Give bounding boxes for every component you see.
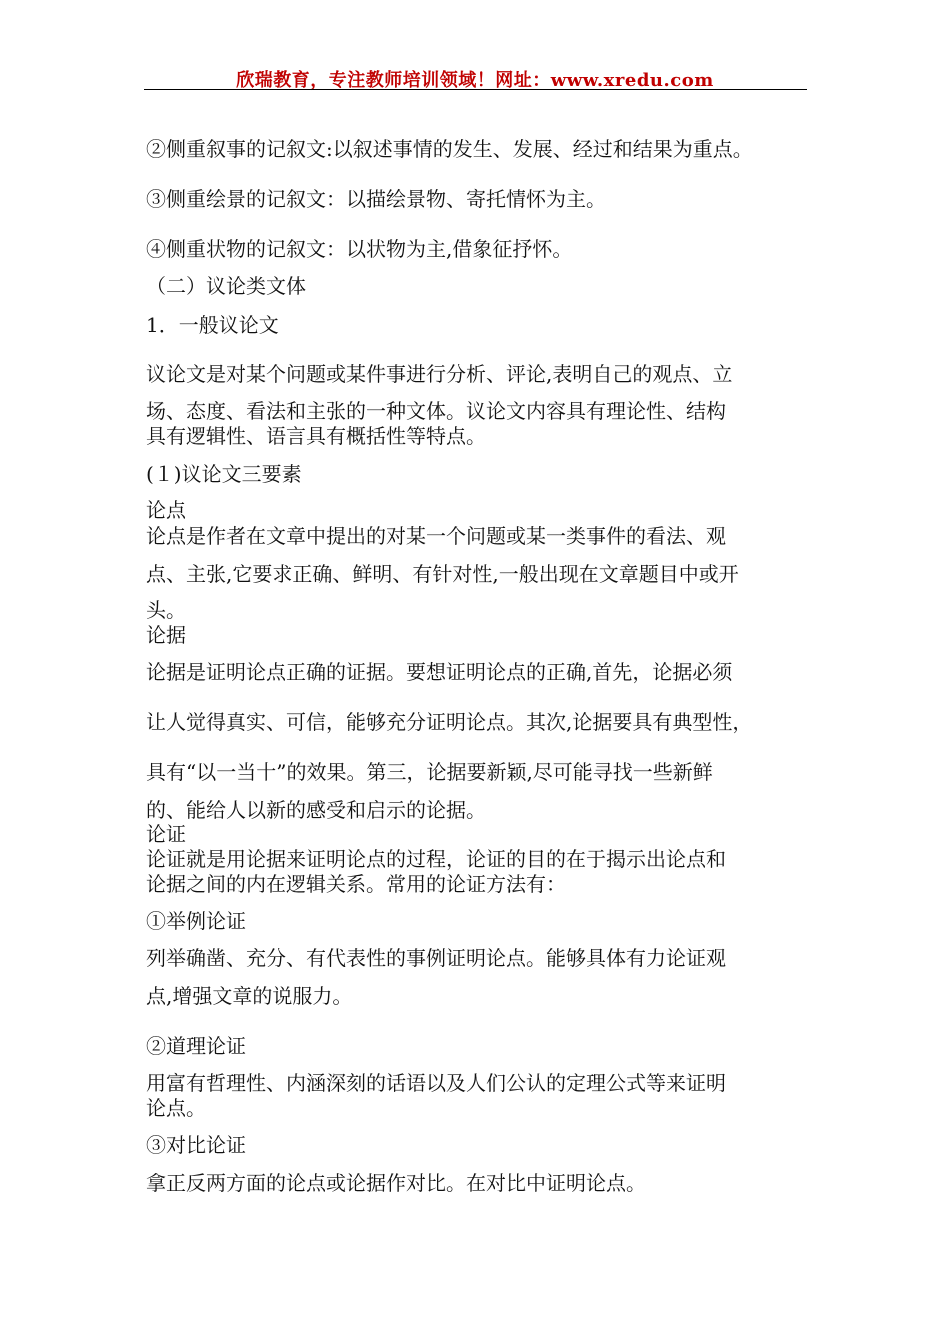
text-line: ③侧重绘景的记叙文：以描绘景物、寄托情怀为主。	[146, 187, 606, 211]
text-line: 的、能给人以新的感受和启示的论据。	[146, 798, 486, 822]
text-line: 头。	[146, 598, 186, 622]
method-heading: ②道理论证	[146, 1034, 246, 1058]
text-line: ②侧重叙事的记叙文:以叙述事情的发生、发展、经过和结果为重点。	[146, 137, 753, 161]
term-heading: 论证	[146, 822, 186, 846]
section-heading: （二）议论类文体	[146, 274, 306, 298]
subsection-heading: (１)议论文三要素	[146, 462, 302, 486]
text-line: 议论文是对某个问题或某件事进行分析、评论,表明自己的观点、立	[146, 362, 733, 386]
text-line: 论据之间的内在逻辑关系。常用的论证方法有：	[146, 872, 566, 896]
text-line: 论据是证明论点正确的证据。要想证明论点的正确,首先，论据必须	[146, 660, 733, 684]
text-line: 拿正反两方面的论点或论据作对比。在对比中证明论点。	[146, 1171, 646, 1195]
header-text: 欣瑞教育，专注教师培训领域！网址：www.xredu.com	[236, 70, 714, 91]
header-rule	[144, 89, 807, 90]
text-line: 具有逻辑性、语言具有概括性等特点。	[146, 424, 486, 448]
text-line: 让人觉得真实、可信，能够充分证明论点。其次,论据要具有典型性，	[146, 710, 753, 734]
text-line: 具有“以一当十”的效果。第三，论据要新颖,尽可能寻找一些新鲜	[146, 760, 713, 784]
text-line: ④侧重状物的记叙文：以状物为主,借象征抒怀。	[146, 237, 573, 261]
method-heading: ①举例论证	[146, 909, 246, 933]
subsection-heading: 1．一般议论文	[146, 313, 279, 337]
text-line: 论点是作者在文章中提出的对某一个问题或某一类事件的看法、观	[146, 524, 726, 548]
term-heading: 论据	[146, 623, 186, 647]
term-heading: 论点	[146, 498, 186, 522]
method-heading: ③对比论证	[146, 1133, 246, 1157]
text-line: 列举确凿、充分、有代表性的事例证明论点。能够具体有力论证观	[146, 946, 726, 970]
text-line: 点,增强文章的说服力。	[146, 984, 353, 1008]
text-line: 场、态度、看法和主张的一种文体。议论文内容具有理论性、结构	[146, 399, 726, 423]
text-line: 论点。	[146, 1096, 206, 1120]
text-line: 论证就是用论据来证明论点的过程，论证的目的在于揭示出论点和	[146, 847, 726, 871]
text-line: 点、主张,它要求正确、鲜明、有针对性,一般出现在文章题目中或开	[146, 562, 739, 586]
text-line: 用富有哲理性、内涵深刻的话语以及人们公认的定理公式等来证明	[146, 1071, 726, 1095]
